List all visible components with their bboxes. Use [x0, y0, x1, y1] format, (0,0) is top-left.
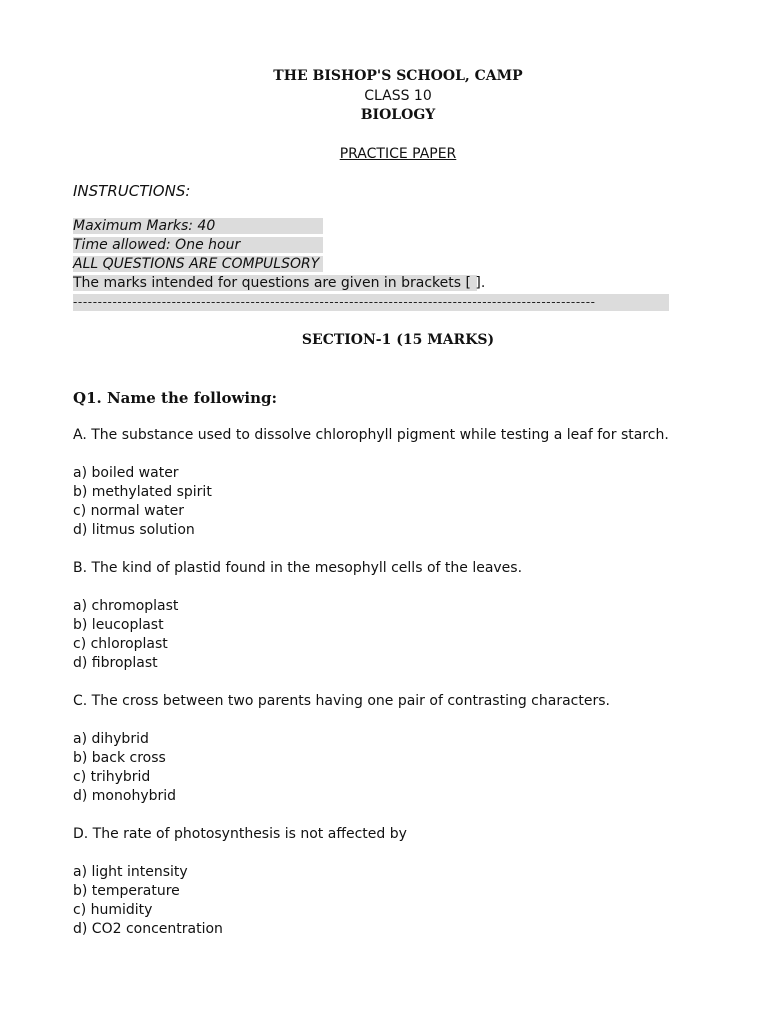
compulsory-note: ALL QUESTIONS ARE COMPULSORY	[73, 256, 323, 272]
paper-title: PRACTICE PAPER	[339, 146, 457, 162]
subject-label: BIOLOGY	[360, 107, 436, 123]
option: a) dihybrid	[73, 731, 149, 747]
question-d-stem: D. The rate of photosynthesis is not affected by	[73, 826, 407, 842]
option: d) litmus solution	[73, 522, 195, 538]
time-allowed: Time allowed: One hour	[73, 237, 323, 253]
option: b) temperature	[73, 883, 180, 899]
option: b) back cross	[73, 750, 166, 766]
option: b) leucoplast	[73, 617, 164, 633]
max-marks: Maximum Marks: 40	[73, 218, 323, 234]
option: d) CO2 concentration	[73, 921, 223, 937]
option: a) boiled water	[73, 465, 179, 481]
option: c) humidity	[73, 902, 153, 918]
marks-note: The marks intended for questions are given in brackets [ ].	[73, 275, 486, 291]
divider-line: ----------------------------------------------------------------------------------------------------------	[73, 294, 669, 311]
question-b-stem: B. The kind of plastid found in the mesophyll cells of the leaves.	[73, 560, 523, 576]
option: c) trihybrid	[73, 769, 151, 785]
question-c-stem: C. The cross between two parents having one pair of contrasting characters.	[73, 693, 610, 709]
section-title: SECTION-1 (15 MARKS)	[301, 332, 495, 348]
school-name: THE BISHOP'S SCHOOL, CAMP	[273, 68, 523, 84]
question-a-stem: A. The substance used to dissolve chlorophyll pigment while testing a leaf for starch.	[73, 427, 669, 443]
option: d) monohybrid	[73, 788, 177, 804]
option: b) methylated spirit	[73, 484, 212, 500]
option: d) fibroplast	[73, 655, 158, 671]
q1-heading: Q1. Name the following:	[73, 389, 278, 407]
option: a) light intensity	[73, 864, 188, 880]
option: a) chromoplast	[73, 598, 179, 614]
instructions-heading: INSTRUCTIONS:	[73, 182, 191, 200]
option: c) chloroplast	[73, 636, 168, 652]
class-label: CLASS 10	[364, 88, 432, 104]
option: c) normal water	[73, 503, 185, 519]
